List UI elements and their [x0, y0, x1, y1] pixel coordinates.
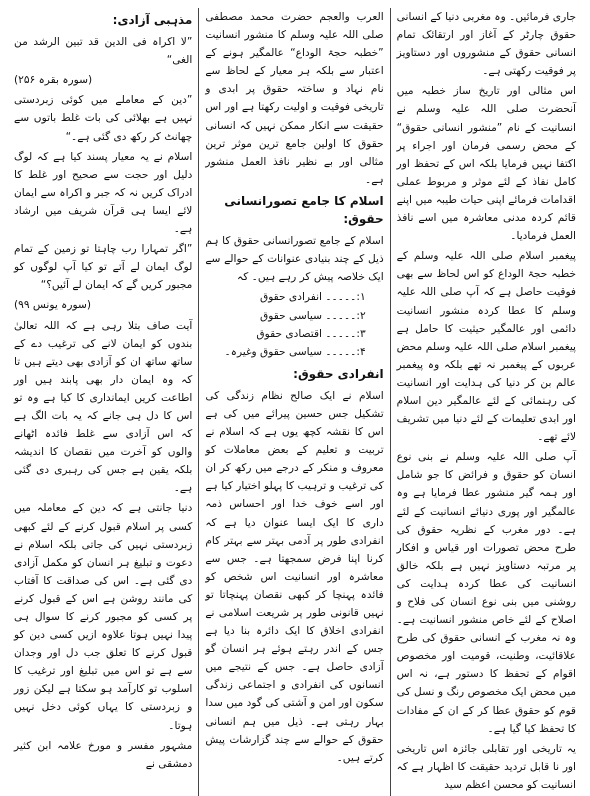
quote-reference: (سورہ بقرہ ۲۵۶)	[14, 74, 93, 87]
paragraph: مشہور مفسر و مورخ علامہ ابن کثیر دمشقی نے	[14, 739, 193, 770]
paragraph: اس مثالی اور تاریخ ساز خطبہ میں آنحضرت صلی اللہ علیہ وسلم نے انسانیت کے نام ”منشور انسانی حقوق“ کے محض رسمی فرمان اور اجراء پر اکتفا نہیں فرمایا بلکہ اس کے تحفظ اور کامل نفاذ کے لئے موثر و مربوط عملی اقدامات فرمائے اپنی حیات طیبہ میں اپنے قائم کردہ مدنی معاشرہ میں اسے نافذ العمل فرمادیا۔	[396, 85, 576, 243]
quran-quote: ”اگر تمہارا رب چاہتا تو زمین کے تمام لوگ ایمان لے آتے تو کیا آپ لوگوں کو مجبور کریں گے کہ ایمان لے آئیں؟“	[14, 243, 193, 292]
paragraph: آپ صلی اللہ علیہ وسلم نے بنی نوع انسان کو حقوق و فرائض کا جو شامل اور ہمہ گیر منشور عطا فرمایا ہے وہ عالمگیر اور پوری دنیائے انسانیت کے لئے ہے۔ دور مغرب کے نظریہ حقوق کی طرح محض تصورات اور قیاس و افکار پر مرتبہ دستاویز نہیں ہے بلکہ خالق انسانیت کی عطا کردہ ہدایت کی روشنی میں بنی نوع انسان کی فلاح و اصلاح کے لئے خاص منشور انسانیت ہے۔ وہ نہ مغرب کے انسانی حقوق کی طرح علاقائیت، وطنیت، قومیت اور مخصوص اقوام کے تحفظ کا دستور ہے، نہ اس میں محض ایک مخصوص رنگ و نسل کی قوم کو حقوق عطا کر کے ان کے مفادات کا تحفظ کیا گیا ہے۔	[396, 451, 576, 735]
paragraph: اسلام نے ایک صالح نظام زندگی کی تشکیل جس حسین پیرائے میں کی ہے اس کا نقشہ کچھ یوں ہے کہ اسلام نے تربیت و تعلیم کے بعض معاملات کو معروف و منکر کے درجے میں رکھ کر ان کی ترغیب و ترہیب کا پہلو اختیار کیا ہے اور اسے خوف خدا اور احساس ذمہ داری کا ایک ایسا عنوان دیا ہے کہ انفرادی طور پر آدمی بہتر سے بہتر کام کرنا اپنا فرض سمجھتا ہے۔ جس سے معاشرہ اور انسانیت اس شخص کو فائدہ پہنچا کر کبھی نقصان پہنچاتا تو نہیں قانونی طور پر شریعت اسلامی نے انفرادی اخلاق کا ایک دائرہ بنا دیا ہے جس کے اندر رہتے ہوئے ہر انسان گو آزادی حاصل ہے۔ جس کے نتیجے میں انسانوں کی انفرادی و اجتماعی زندگی سکون اور امن و آشتی کی گود میں سدا بہار رہتی ہے۔ ذیل میں ہم انسانی حقوق کے حوالے سے چند گزارشات پیش کرتے ہیں۔	[205, 389, 384, 764]
quote-translation: ”دین کے معاملے میں کوئی زبردستی نہیں ہے بھلائی کی بات غلط باتوں سے چھانٹ کر رکھ دی گئی ہے۔“	[14, 94, 193, 143]
list-item: ۱:۔۔۔۔۔ انفرادی حقوق	[259, 291, 366, 304]
list-item: ۳:۔۔۔۔۔ اقتصادی حقوق	[256, 327, 366, 340]
paragraph: اسلام کے جامع تصورانسانی حقوق کا ہم ذیل کے چند بنیادی عنوانات کے حوالے سے ایک خلاصہ پیش کر رہے ہیں۔ کہ	[205, 235, 384, 284]
paragraph: پیغمبر اسلام صلی اللہ علیہ وسلم کے خطبہ حجۃ الوداع کو اس لحاظ سے بھی فوقیت حاصل ہے کہ آپ صلی اللہ علیہ وسلم کا عطا کردہ منشور انسانیت دائمی اور عالمگیر حیثیت کا حامل ہے پیغمبر اسلام صلی اللہ علیہ وسلم محض عربوں کے پیغمبر نہ تھے بلکہ وہ پیغمبر عالم بن کر دنیا کی ہدایت اور انسانیت کی رہنمائی کے لئے عالمگیر دین اسلام اور ابدی تعلیمات کے لئے دنیا میں تشریف لائے تھے۔	[396, 250, 576, 444]
quran-quote: ”لا اکراہ فی الدین قد تبین الرشد من الغی“	[14, 36, 193, 67]
paragraph: اسلام نے یہ معیار پسند کیا ہے کہ لوگ دلیل اور حجت سے صحیح اور غلط کا ادراک کریں نہ کہ جبر و اکراہ سے ایمان لائے ایسا ہی قرآن شریف میں ارشاد ہے۔	[14, 150, 193, 236]
paragraph: آیت صاف بتلا رہی ہے کہ اللہ تعالیٰ بندوں کو ایمان لانے کی ترغیب دے کے ساتھ ساتھ ان کو آزادی بھی دیتے ہیں تا کہ وہ ایمان دار بھی پابند ہیں اور اطاعت کریں ایمانداری کا کیا ہے وہ تو اس کا دل ہی جانے کہ یہ بات الگ ہے کہ اس آزادی سے غلط فائدہ اٹھانے والوں کو آخرت میں نقصان کا اندیشہ بلکہ یقین ہے جس کی رہبری دی گئی ہے۔	[14, 319, 193, 495]
column-left	[8, 8, 199, 796]
paragraph: العرب والعجم حضرت محمد مصطفی صلی اللہ علیہ وسلم کا منشور انسانیت ”خطبہ حجۃ الوداع“ عالمگیر ہونے کے اعتبار سے بلکہ ہر معیار کے لحاظ سے نام نہاد و ساختہ حقوق پر ابدی و تاریخی فوقیت و اولیت رکھتا ہے اور اس حقیقت سے انکار ممکن نہیں کہ انسانی حقوق کا اولین جامع ترین موثر ترین مثالی اور بے نظیر نافذ العمل منشور ہے۔	[205, 11, 384, 186]
column-middle	[199, 8, 390, 796]
quote-reference: (سورہ یونس ۹۹)	[14, 299, 91, 312]
section-heading: مذہبی آزادی:	[112, 13, 193, 27]
column-right	[391, 8, 582, 796]
list-item: ۲:۔۔۔۔۔ سیاسی حقوق	[260, 309, 366, 322]
paragraph: جاری فرمائیں۔ وہ مغربی دنیا کے انسانی حقوق چارٹر کے آغاز اور ارتقائک تمام انسانی حقوق کے منشوروں اور دستاویز پر فوقیت رکھتی ہے۔	[396, 11, 576, 78]
section-heading: انفرادی حقوق:	[293, 366, 384, 381]
paragraph: یہ تاریخی اور تقابلی جائزہ اس تاریخی اور نا قابل تردید حقیقت کا اظہار ہے کہ انسانیت کو محسن اعظم سید	[396, 742, 576, 791]
paragraph: دنیا جانتی ہے کہ دین کے معاملہ میں کسی پر اسلام قبول کرنے کے لئے کبھی زبردستی نہیں کی جاتی بلکہ اسلام نے دعوت و تبلیغ ہر انسان کو مکمل آزادی دی گئی ہے۔ اس کی صداقت کا آفتاب کی مانند روشن ہے اس کے قبول کرنے پر کسی کو مجبور کرنے کا سوال ہی پیدا نہیں ہوتا علاوہ ازیں کسی دین کو قبول کرنے کا تعلق جب دل اور وجدان سے ہے تو اس میں تبلیغ اور ترغیب کا اسلوب تو کارآمد ہو سکتا ہے لیکن زور و زبردستی کا یہاں کوئی دخل نہیں ہوتا۔	[14, 502, 193, 732]
list-item: ۴:۔۔۔۔۔ سیاسی حقوق وغیرہ۔	[224, 345, 366, 358]
section-heading: اسلام کا جامع تصورانسانی حقوق:	[224, 193, 384, 227]
rights-list	[205, 288, 383, 360]
